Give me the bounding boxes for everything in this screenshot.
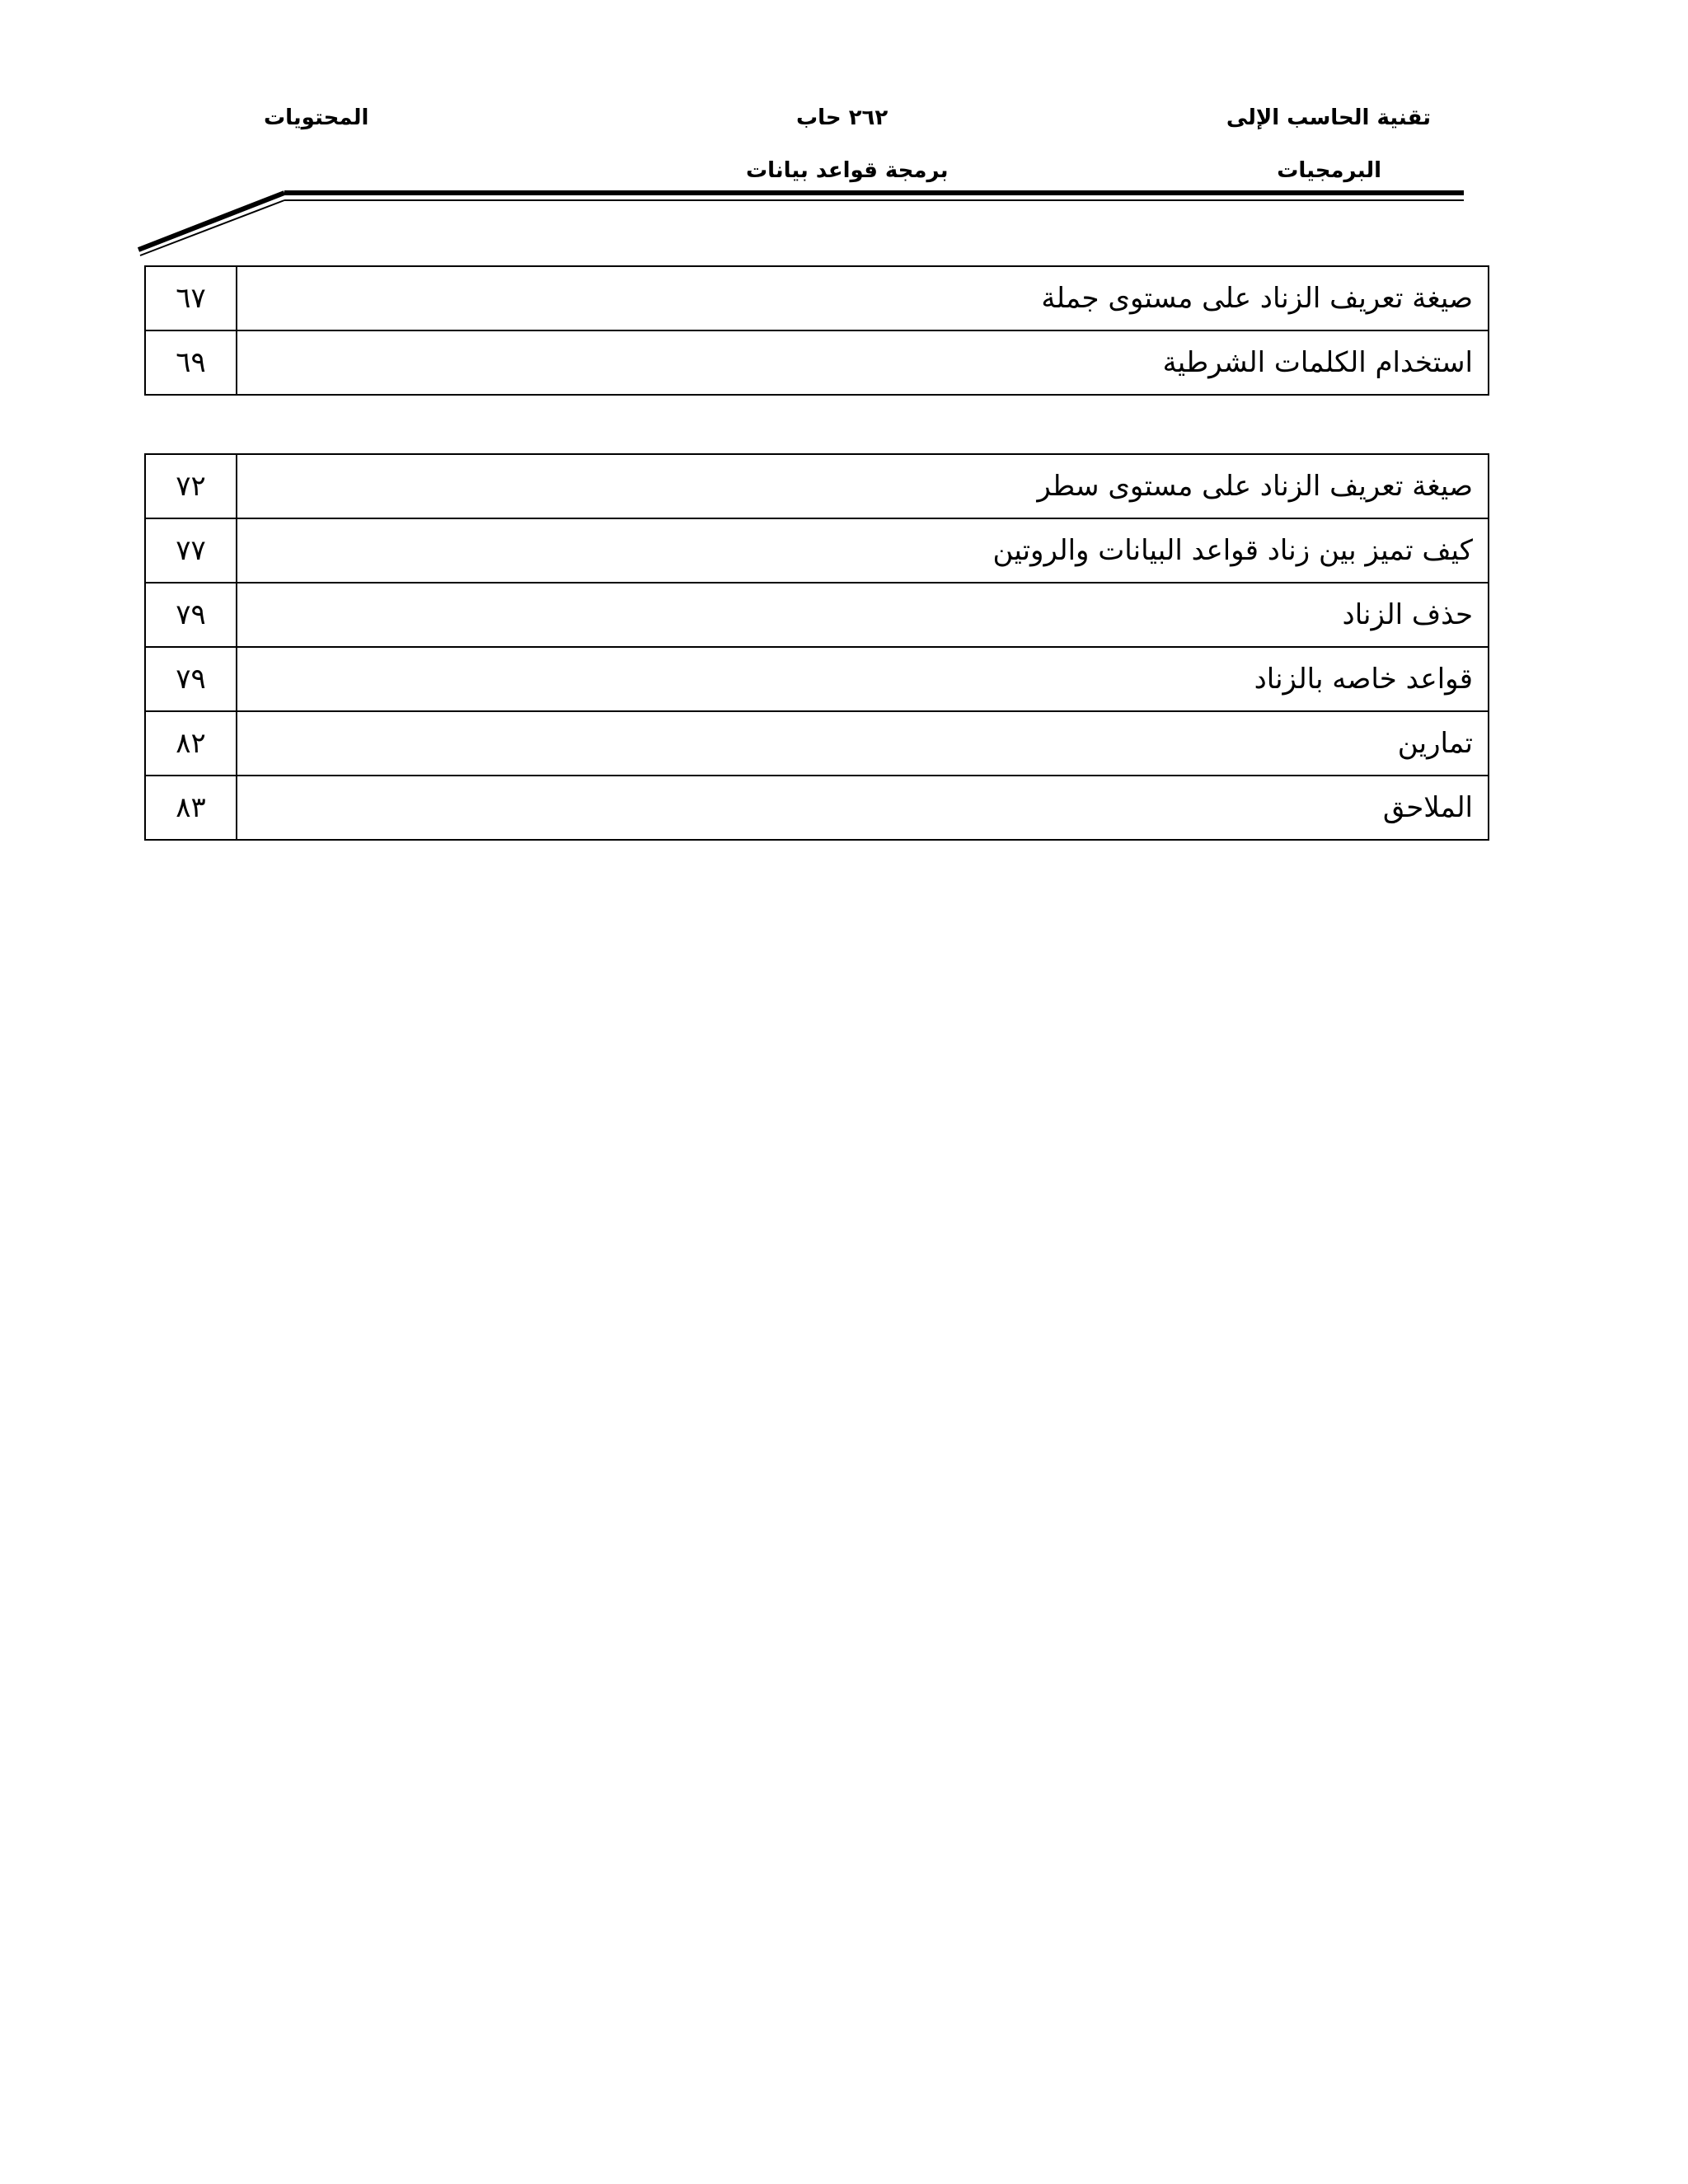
toc-entry-page: ٦٧ bbox=[145, 266, 237, 330]
toc-row bbox=[145, 711, 1489, 776]
toc-row bbox=[145, 454, 1489, 518]
header-section-title: المحتويات bbox=[264, 105, 369, 130]
toc-entry-page: ٧٩ bbox=[145, 647, 237, 711]
toc-entry-title: صيغة تعريف الزناد على مستوى سطر bbox=[237, 454, 1489, 518]
toc-row bbox=[145, 776, 1489, 840]
toc-row bbox=[145, 647, 1489, 711]
toc-entry-title: صيغة تعريف الزناد على مستوى جملة bbox=[237, 266, 1489, 330]
toc-row bbox=[145, 583, 1489, 647]
toc-entry-title: قواعد خاصه بالزناد bbox=[237, 647, 1489, 711]
toc-entry-title: حذف الزناد bbox=[237, 583, 1489, 647]
header-course-name: برمجة قواعد بيانات bbox=[746, 158, 949, 183]
toc-table bbox=[144, 453, 1489, 841]
toc-entry-page: ٨٢ bbox=[145, 711, 237, 776]
toc-entry-title: استخدام الكلمات الشرطية bbox=[237, 330, 1489, 395]
header-rule bbox=[0, 0, 1688, 264]
toc-entry-title: الملاحق bbox=[237, 776, 1489, 840]
toc-entry-page: ٧٢ bbox=[145, 454, 237, 518]
header-course-title: تقنية الحاسب الإلى bbox=[1226, 105, 1431, 130]
toc-row bbox=[145, 330, 1489, 395]
toc-entry-page: ٨٣ bbox=[145, 776, 237, 840]
toc-entry-page: ٧٩ bbox=[145, 583, 237, 647]
toc-row bbox=[145, 266, 1489, 330]
toc-entry-title: كيف تميز بين زناد قواعد البيانات والروتين bbox=[237, 518, 1489, 583]
toc-entry-page: ٧٧ bbox=[145, 518, 237, 583]
toc-entry-page: ٦٩ bbox=[145, 330, 237, 395]
toc-table bbox=[144, 265, 1489, 396]
header-course-code: ٢٦٢ حاب bbox=[796, 105, 889, 130]
header-department: البرمجيات bbox=[1277, 158, 1381, 183]
toc-row bbox=[145, 518, 1489, 583]
toc-entry-title: تمارين bbox=[237, 711, 1489, 776]
